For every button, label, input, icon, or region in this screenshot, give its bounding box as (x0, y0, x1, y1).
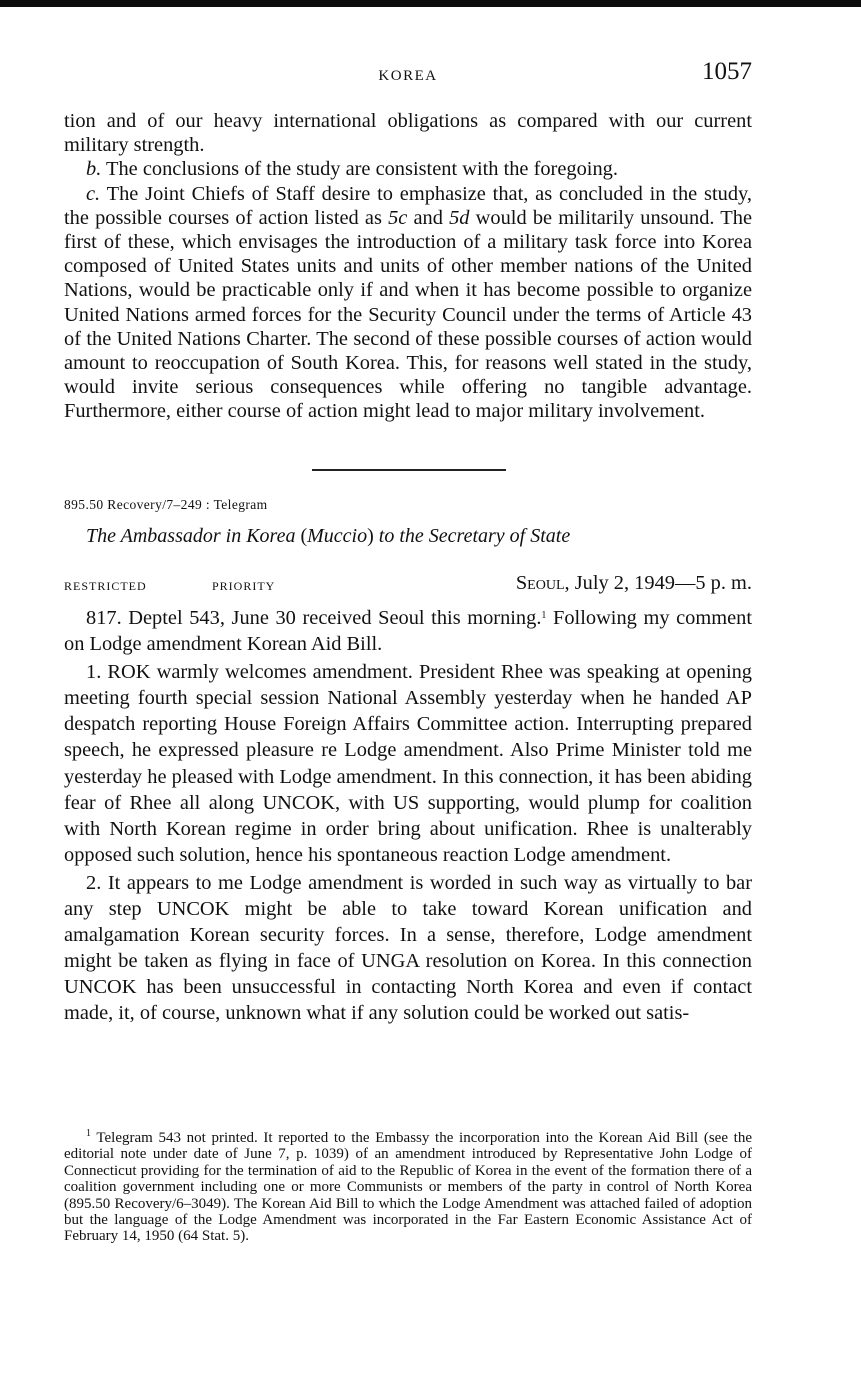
document-title (86, 525, 570, 548)
numbered-paragraph-2: 2. It appears to me Lodge amendment is worded in such way as virtually to bar any step UNCOK might be able to take toward Korean unification and amalgamation Korean security forces. In a sense, therefore, Lodge amendment might be taken as flying in face of UNGA resolution on Korea. In this connection UNCOK has been unsuccessful in contacting North Korea and even if contact made, it, of course, unknown what if any solution could be worked out satis- (64, 871, 752, 1025)
footnote-marker: 1 (86, 1128, 91, 1139)
document-reference: 895.50 Recovery/7–249 : Telegram (64, 497, 268, 512)
footnote-text: Telegram 543 not printed. It reported to the Embassy the incorporation into the Korean Aid Bill (see the editorial note under date of June 7, p. 1039) of an amendment introduced by Representative John Lodge of Connecticut providing for the termination of aid to the Republic of Korea in the event of the formation there of a coalition government including one or more Communists or members of the party in control of North Korea (895.50 Recovery/6–3049). The Korean Aid Bill to which the Lodge Amendment was attached failed of adoption but the language of the Lodge Amendment was incorporated in the Far Eastern Economic Assistance Act of February 14, 1950 (64 Stat. 5). (64, 1130, 752, 1245)
dateline (516, 572, 752, 595)
footnote (64, 1130, 752, 1245)
numbered-paragraph-1: 1. ROK warmly welcomes amendment. President Rhee was speaking at opening meeting fourth special session National Assembly yesterday when he handed AP despatch reporting House Foreign Affairs Committee action. Interrupting prepared speech, he expressed pleasure re Lodge amendment. Also Prime Minister told me yesterday he pleased with Lodge amendment. In this connection, it has been abiding fear of Rhee all along UNCOK, with US supporting, would plump for coalition with North Korean regime in order bring about unification. Rhee is unalterably opposed such solution, hence his spontaneous reaction Lodge amendment. (64, 661, 752, 866)
title-paren-open: ( (300, 525, 308, 547)
precedence-label: PRIORITY (212, 579, 276, 593)
continuation-paragraph: tion and of our heavy international obligations as compared with our current military strength. (64, 110, 752, 157)
paragraph-c-text-2: and (407, 206, 450, 229)
title-paren-close: ) (367, 525, 374, 547)
paragraph-c-label: c. (86, 182, 101, 205)
reference-5c: 5c (388, 206, 408, 229)
paragraph-b-label: b. (86, 158, 102, 181)
paragraph-c-text-1: The Joint Chiefs of Staff desire to emphasize that, as concluded in the study, the possible courses of action listed as (64, 182, 752, 229)
running-head: KOREA (378, 68, 438, 84)
footnote-reference: 1 (541, 610, 547, 621)
title-part-2: to the Secretary of State (373, 525, 571, 547)
telegram-meta (64, 572, 752, 600)
paragraph-c (64, 182, 752, 424)
page-top-edge (0, 0, 861, 7)
intro-text: 817. Deptel 543, June 30 received Seoul this morning. (86, 607, 542, 629)
dateline-date: , July 2, 1949—5 p. m. (564, 572, 752, 594)
telegram-body (64, 605, 752, 1027)
paragraph-b (64, 157, 752, 181)
title-part-1: The Ambassador in Korea (86, 525, 301, 547)
reference-5d: 5d (449, 206, 470, 229)
continuation-text (64, 109, 752, 424)
intro-paragraph (64, 605, 752, 657)
page-number: 1057 (702, 58, 752, 85)
intro-text-rest: Following my comment on Lodge amendment Korean Aid Bill. (64, 607, 752, 656)
paragraph-b-text: The conclusions of the study are consistent with the foregoing. (101, 158, 618, 181)
section-divider (312, 469, 506, 471)
classification-label: RESTRICTED (64, 579, 147, 593)
dateline-place: Seoul (515, 572, 565, 594)
title-name: Muccio (307, 525, 368, 547)
page-header (64, 58, 752, 92)
paragraph-c-text-3: would be militarily unsound. The first of these, which envisages the introduction of a military task force into Korea composed of United States units and units of other member nations of the United Nations, would be practicable only if and when it has become possible to organize United Nations armed forces for the Security Council under the terms of Article 43 of the United Nations Charter. The second of these possible courses of action would amount to reoccupation of South Korea. This, for reasons well stated in the study, would invite serious consequences while offering no tangible advantage. Furthermore, either course of action might lead to major military involvement. (64, 206, 752, 423)
